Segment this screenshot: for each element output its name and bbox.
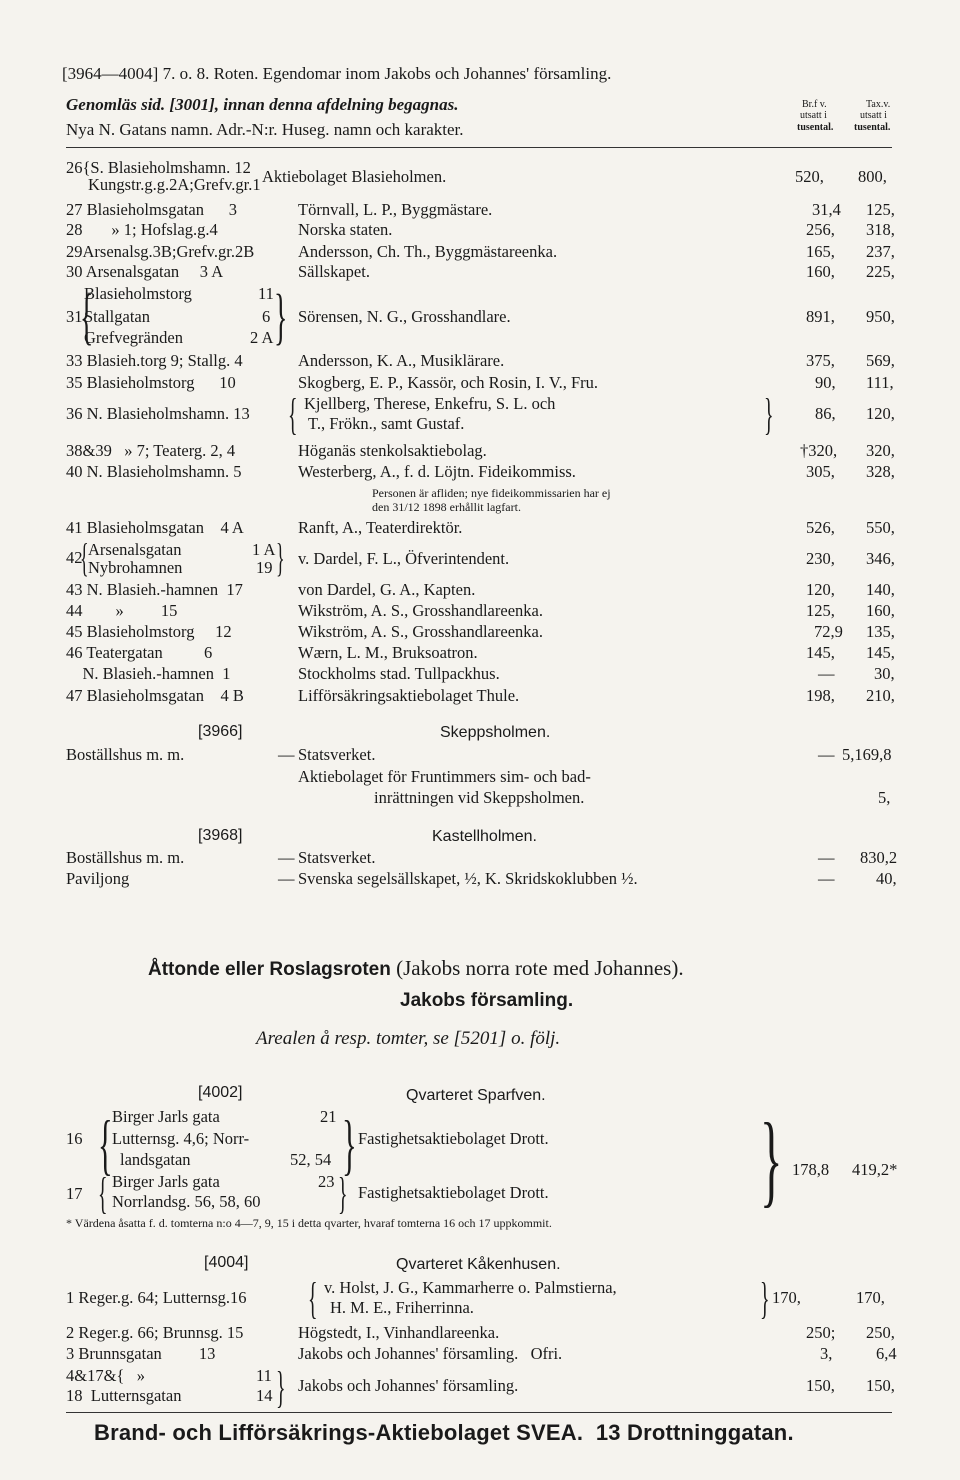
col1-heading-bot: tusental.: [797, 122, 834, 133]
row-41-owner: Ranft, A., Teaterdirektör.: [298, 518, 463, 537]
row-42-address-b: Nybrohamnen: [88, 558, 183, 577]
row-31-right-brace: }: [274, 283, 288, 351]
footer-rule: [66, 1412, 892, 1413]
col2-heading-mid: utsatt i: [860, 110, 887, 121]
sec4002-row17-address-b: Norrlandsg. 56, 58, 60: [112, 1192, 261, 1211]
row-41-value-2: 550,: [866, 518, 895, 537]
row-31-address-a: Blasieholmstorg: [84, 284, 192, 303]
row-45-owner: Wikström, A. S., Grosshandlareenka.: [298, 622, 543, 641]
row-31-address-b: Stallgatan: [84, 307, 150, 326]
row-26-value-2: 800,: [858, 167, 887, 186]
sec4002-row16-address-b: Lutternsg. 4,6; Norr-: [112, 1129, 250, 1148]
row-27-address: 27 Blasieholmsgatan 3: [66, 200, 237, 219]
row-35-address: 35 Blasieholmstorg 10: [66, 373, 236, 392]
sec4002-footnote: * Värdena åsatta f. d. tomterna n:o 4—7, 9, 15 i detta qvarter, hvaraf tomterna 16 och 17 uppkommit.: [66, 1216, 552, 1230]
sec4004-row1-value-2: 170,: [856, 1288, 885, 1307]
row-29-address: 29Arsenalsg.3B;Grefv.gr.2B: [66, 242, 255, 261]
row-43-owner: von Dardel, G. A., Kapten.: [298, 580, 476, 599]
column-headings: Nya N. Gatans namn. Adr.-N:r. Huseg. namn och karakter.: [66, 120, 464, 139]
row-35-value-2: 111,: [866, 373, 894, 392]
row-31-left-brace: {: [80, 283, 94, 351]
sec3966-row2-owner-b: inrättningen vid Skeppsholmen.: [374, 788, 585, 807]
row-31-owner: Sörensen, N. G., Grosshandlare.: [298, 307, 511, 326]
section-4002-name: Qvarteret Sparfven.: [406, 1087, 546, 1104]
sec4002-value-brace: }: [760, 1102, 783, 1217]
sec3966-row1-value-2: 5,169,8: [842, 745, 892, 764]
row-45-value-1: 72,9: [814, 622, 843, 641]
row-40-owner: Westerberg, A., f. d. Löjtn. Fideikommiss.: [298, 462, 576, 481]
row-46-value-1: 145,: [806, 643, 835, 662]
row-31-value-1: 891,: [806, 307, 835, 326]
page-header-line: [3964—4004] 7. o. 8. Roten. Egendomar inom Jakobs och Johannes' församling.: [62, 64, 612, 83]
sec3968-row2-dash: —: [278, 869, 295, 888]
sec3968-row1-value-2: 830,2: [860, 848, 898, 867]
row-44-value-1: 125,: [806, 601, 835, 620]
footer-advertisement: Brand- och Lifförsäkrings-Aktiebolaget SVEA. 13 Drottninggatan.: [94, 1420, 794, 1445]
row-44-value-2: 160,: [866, 601, 895, 620]
row-35-owner: Skogberg, E. P., Kassör, och Rosin, I. V., Fru.: [298, 373, 599, 392]
sec4004-row1-right-brace: }: [760, 1274, 770, 1323]
row-47-owner: Lifförsäkringsaktiebolaget Thule.: [298, 686, 520, 705]
sec4004-row1-owner-b: H. M. E., Friherrinna.: [330, 1298, 474, 1317]
row-27-value-2: 125,: [866, 200, 895, 219]
roslagsroten-title: [148, 956, 684, 981]
sec4004-row2-owner: Högstedt, I., Vinhandlareenka.: [298, 1323, 500, 1342]
row-43-value-1: 120,: [806, 580, 835, 599]
parish-heading: Jakobs församling.: [400, 990, 574, 1011]
sec4004-row3-address: 3 Brunnsgatan 13: [66, 1344, 216, 1363]
sec4004-row3-owner: Jakobs och Johannes' församling. Ofri.: [298, 1344, 563, 1363]
row-27-owner: Törnvall, L. P., Byggmästare.: [298, 200, 493, 219]
usage-note: Genomläs sid. [3001], innan denna afdelning begagnas.: [66, 95, 459, 114]
sec4004-row1-left-brace: {: [308, 1274, 318, 1323]
row-33-owner: Andersson, K. A., Musiklärare.: [298, 351, 505, 370]
row-42-number-b: 19: [256, 558, 273, 577]
row-26-address-a: 26{S. Blasieholmshamn. 12: [66, 158, 251, 177]
sec4004-row1-address: 1 Reger.g. 64; Lutternsg.16: [66, 1288, 247, 1307]
row-42-left-brace: {: [80, 535, 89, 580]
row-38-owner: Höganäs stenkolsaktiebolag.: [298, 441, 487, 460]
sec3968-row1-dash: —: [278, 848, 295, 867]
row-40-value-1: 305,: [806, 462, 835, 481]
row-36-owner-a: Kjellberg, Therese, Enkefru, S. L. och: [304, 394, 556, 413]
row-27-value-1: 31,4: [812, 200, 841, 219]
row-40-note-line-2: den 31/12 1898 erhållit lagfart.: [372, 500, 521, 514]
row-46-address: 46 Teatergatan 6: [66, 643, 213, 662]
sec4004-row4-number-b: 14: [256, 1386, 273, 1405]
roslagsroten-title-bold: Åttonde eller Roslagsroten: [148, 959, 391, 980]
row-38-value-1: †320,: [800, 441, 838, 460]
row-31-number: 31: [66, 307, 83, 326]
row-33-value-2: 569,: [866, 351, 895, 370]
row-36-address: 36 N. Blasieholmshamn. 13: [66, 404, 250, 423]
row-44-owner: Wikström, A. S., Grosshandlareenka.: [298, 601, 543, 620]
section-4002-number: [4002]: [198, 1084, 243, 1101]
sec3968-row2-owner: Svenska segelsällskapet, ½, K. Skridskoklubben ½.: [298, 869, 638, 888]
sec3966-row2-owner-a: Aktiebolaget för Fruntimmers sim- och bad-: [298, 767, 591, 786]
row-36-value-2: 120,: [866, 404, 895, 423]
sec4002-row17-number-a: 23: [318, 1172, 335, 1191]
row-40-note-line-1: Personen är afliden; nye fideikommissarien har ej: [372, 486, 611, 500]
sec4002-row16-number-a: 21: [320, 1107, 337, 1126]
row-38-value-2: 320,: [866, 441, 895, 460]
roslagsroten-title-rest: (Jakobs norra rote med Johannes).: [396, 956, 684, 980]
row-41-address: 41 Blasieholmsgatan 4 A: [66, 518, 244, 537]
row-30-owner: Sällskapet.: [298, 262, 370, 281]
row-29-value-2: 237,: [866, 242, 895, 261]
row-31-number-a: 11: [258, 284, 274, 303]
row-33-address: 33 Blasieh.torg 9; Stallg. 4: [66, 351, 243, 370]
row-26-owner: Aktiebolaget Blasieholmen.: [262, 167, 447, 186]
sec3968-row2-value-2: 40,: [876, 869, 897, 888]
row-36-left-brace: {: [288, 390, 298, 439]
sec3968-row1-owner: Statsverket.: [298, 848, 376, 867]
row-43-address: 43 N. Blasieh.-hamnen 17: [66, 580, 243, 599]
row-35-value-1: 90,: [815, 373, 836, 392]
sec4004-row4-address-b: 18 Lutternsgatan: [66, 1386, 182, 1405]
row-29-owner: Andersson, Ch. Th., Byggmästareenka.: [298, 242, 558, 261]
row-36-value-1: 86,: [815, 404, 836, 423]
sec3966-row1-value-1: —: [818, 745, 835, 764]
row-30-address: 30 Arsenalsgatan 3 A: [66, 262, 224, 281]
row-33-value-1: 375,: [806, 351, 835, 370]
sec4002-row16-owner: Fastighetsaktiebolaget Drott.: [358, 1129, 549, 1148]
row-28-owner: Norska staten.: [298, 220, 393, 239]
sec4004-row3-value-2: 6,4: [876, 1344, 897, 1363]
sec4004-row2-value-1: 250;: [806, 1323, 836, 1342]
sec4002-row17-number: 17: [66, 1184, 83, 1203]
row-tullpackhus-address: N. Blasieh.-hamnen 1: [66, 664, 231, 683]
sec3966-row1-dash: —: [278, 745, 295, 764]
sec4004-row1-owner-a: v. Holst, J. G., Kammarherre o. Palmstierna,: [324, 1278, 617, 1297]
row-tullpackhus-value-2: 30,: [874, 664, 895, 683]
row-47-value-2: 210,: [866, 686, 895, 705]
row-42-number-a: 1 A: [252, 540, 276, 559]
row-28-address: 28 » 1; Hofslag.g.4: [66, 220, 218, 239]
sec4002-row16-number: 16: [66, 1129, 83, 1148]
row-tullpackhus-owner: Stockholms stad. Tullpackhus.: [298, 664, 500, 683]
section-3966-name: Skeppsholmen.: [440, 724, 551, 741]
sec3966-row1-owner: Statsverket.: [298, 745, 376, 764]
row-44-address: 44 » 15: [66, 601, 178, 620]
sec4002-row16-left-brace: {: [98, 1106, 113, 1182]
sec4004-row2-address: 2 Reger.g. 66; Brunnsg. 15: [66, 1323, 244, 1342]
row-31-number-b: 6: [262, 307, 271, 326]
row-26-address-b: Kungstr.g.g.2A;Grefv.gr.1: [88, 175, 261, 194]
sec3968-row2-address: Paviljong: [66, 869, 130, 888]
row-41-value-1: 526,: [806, 518, 835, 537]
row-38-address: 38&39 » 7; Teaterg. 2, 4: [66, 441, 236, 460]
row-47-address: 47 Blasieholmsgatan 4 B: [66, 686, 244, 705]
sec4002-row17-left-brace: {: [98, 1169, 108, 1218]
sec3968-row1-address: Boställshus m. m.: [66, 848, 185, 867]
row-31-address-c: Grefvegränden: [84, 328, 183, 347]
sec3968-row2-value-1: —: [818, 869, 835, 888]
row-42-owner: v. Dardel, F. L., Öfverintendent.: [298, 549, 510, 568]
sec3968-row1-value-1: —: [818, 848, 835, 867]
sec3966-row1-address: Boställshus m. m.: [66, 745, 185, 764]
section-4004-number: [4004]: [204, 1254, 249, 1271]
sec4002-row16-right-brace: }: [342, 1106, 357, 1182]
sec4002-value-1: 178,8: [792, 1160, 830, 1179]
row-40-address: 40 N. Blasieholmshamn. 5: [66, 462, 242, 481]
sec4002-row16-address-a: Birger Jarls gata: [112, 1107, 220, 1126]
sec4002-row17-address-a: Birger Jarls gata: [112, 1172, 220, 1191]
sec4002-row16-address-c: landsgatan: [120, 1150, 191, 1169]
row-40-value-2: 328,: [866, 462, 895, 481]
sec4004-row1-value-1: 170,: [772, 1288, 801, 1307]
row-26-value-1: 520,: [795, 167, 824, 186]
sec4002-row17-right-brace: }: [338, 1169, 348, 1218]
row-28-value-2: 318,: [866, 220, 895, 239]
row-42-address-a: Arsenalsgatan: [88, 540, 182, 559]
col1-heading-top: Br.f v.: [802, 99, 827, 110]
row-31-value-2: 950,: [866, 307, 895, 326]
section-3968-name: Kastellholmen.: [432, 828, 537, 845]
row-42-value-2: 346,: [866, 549, 895, 568]
row-45-value-2: 135,: [866, 622, 895, 641]
area-reference: Arealen å resp. tomter, se [5201] o. följ.: [256, 1028, 561, 1049]
col2-heading-top: Tax.v.: [866, 99, 891, 110]
header-rule: [66, 147, 892, 148]
col2-heading-bot: tusental.: [854, 122, 891, 133]
row-28-value-1: 256,: [806, 220, 835, 239]
row-42-right-brace: }: [276, 535, 285, 580]
sec4002-value-2: 419,2*: [852, 1160, 898, 1179]
sec4002-row16-number-c: 52, 54: [290, 1150, 332, 1169]
row-29-value-1: 165,: [806, 242, 835, 261]
section-3968-number: [3968]: [198, 827, 243, 844]
row-43-value-2: 140,: [866, 580, 895, 599]
sec4004-row4-address-a: 4&17&{ »: [66, 1366, 145, 1385]
sec4004-row4-right-brace: }: [276, 1363, 286, 1412]
row-31-number-c: 2 A: [250, 328, 274, 347]
row-42-number: 42: [66, 548, 83, 567]
sec4004-row3-value-1: 3,: [820, 1344, 833, 1363]
row-30-value-1: 160,: [806, 262, 835, 281]
sec4004-row4-owner: Jakobs och Johannes' församling.: [298, 1376, 519, 1395]
row-45-address: 45 Blasieholmstorg 12: [66, 622, 232, 641]
sec4004-row4-number-a: 11: [256, 1366, 272, 1385]
row-46-value-2: 145,: [866, 643, 895, 662]
col1-heading-mid: utsatt i: [800, 110, 827, 121]
section-3966-number: [3966]: [198, 723, 243, 740]
row-36-right-brace: }: [764, 390, 774, 439]
row-30-value-2: 225,: [866, 262, 895, 281]
row-tullpackhus-value-1: —: [818, 664, 835, 683]
row-42-value-1: 230,: [806, 549, 835, 568]
sec4002-row17-owner: Fastighetsaktiebolaget Drott.: [358, 1183, 549, 1202]
row-46-owner: Wærn, L. M., Bruksoatron.: [298, 643, 478, 662]
sec4004-row4-value-2: 150,: [866, 1376, 895, 1395]
sec3966-row2-value-2: 5,: [878, 788, 891, 807]
section-4004-name: Qvarteret Kåkenhusen.: [396, 1256, 561, 1273]
row-36-owner-b: T., Frökn., samt Gustaf.: [308, 414, 465, 433]
row-47-value-1: 198,: [806, 686, 835, 705]
sec4004-row2-value-2: 250,: [866, 1323, 895, 1342]
sec4004-row4-value-1: 150,: [806, 1376, 835, 1395]
